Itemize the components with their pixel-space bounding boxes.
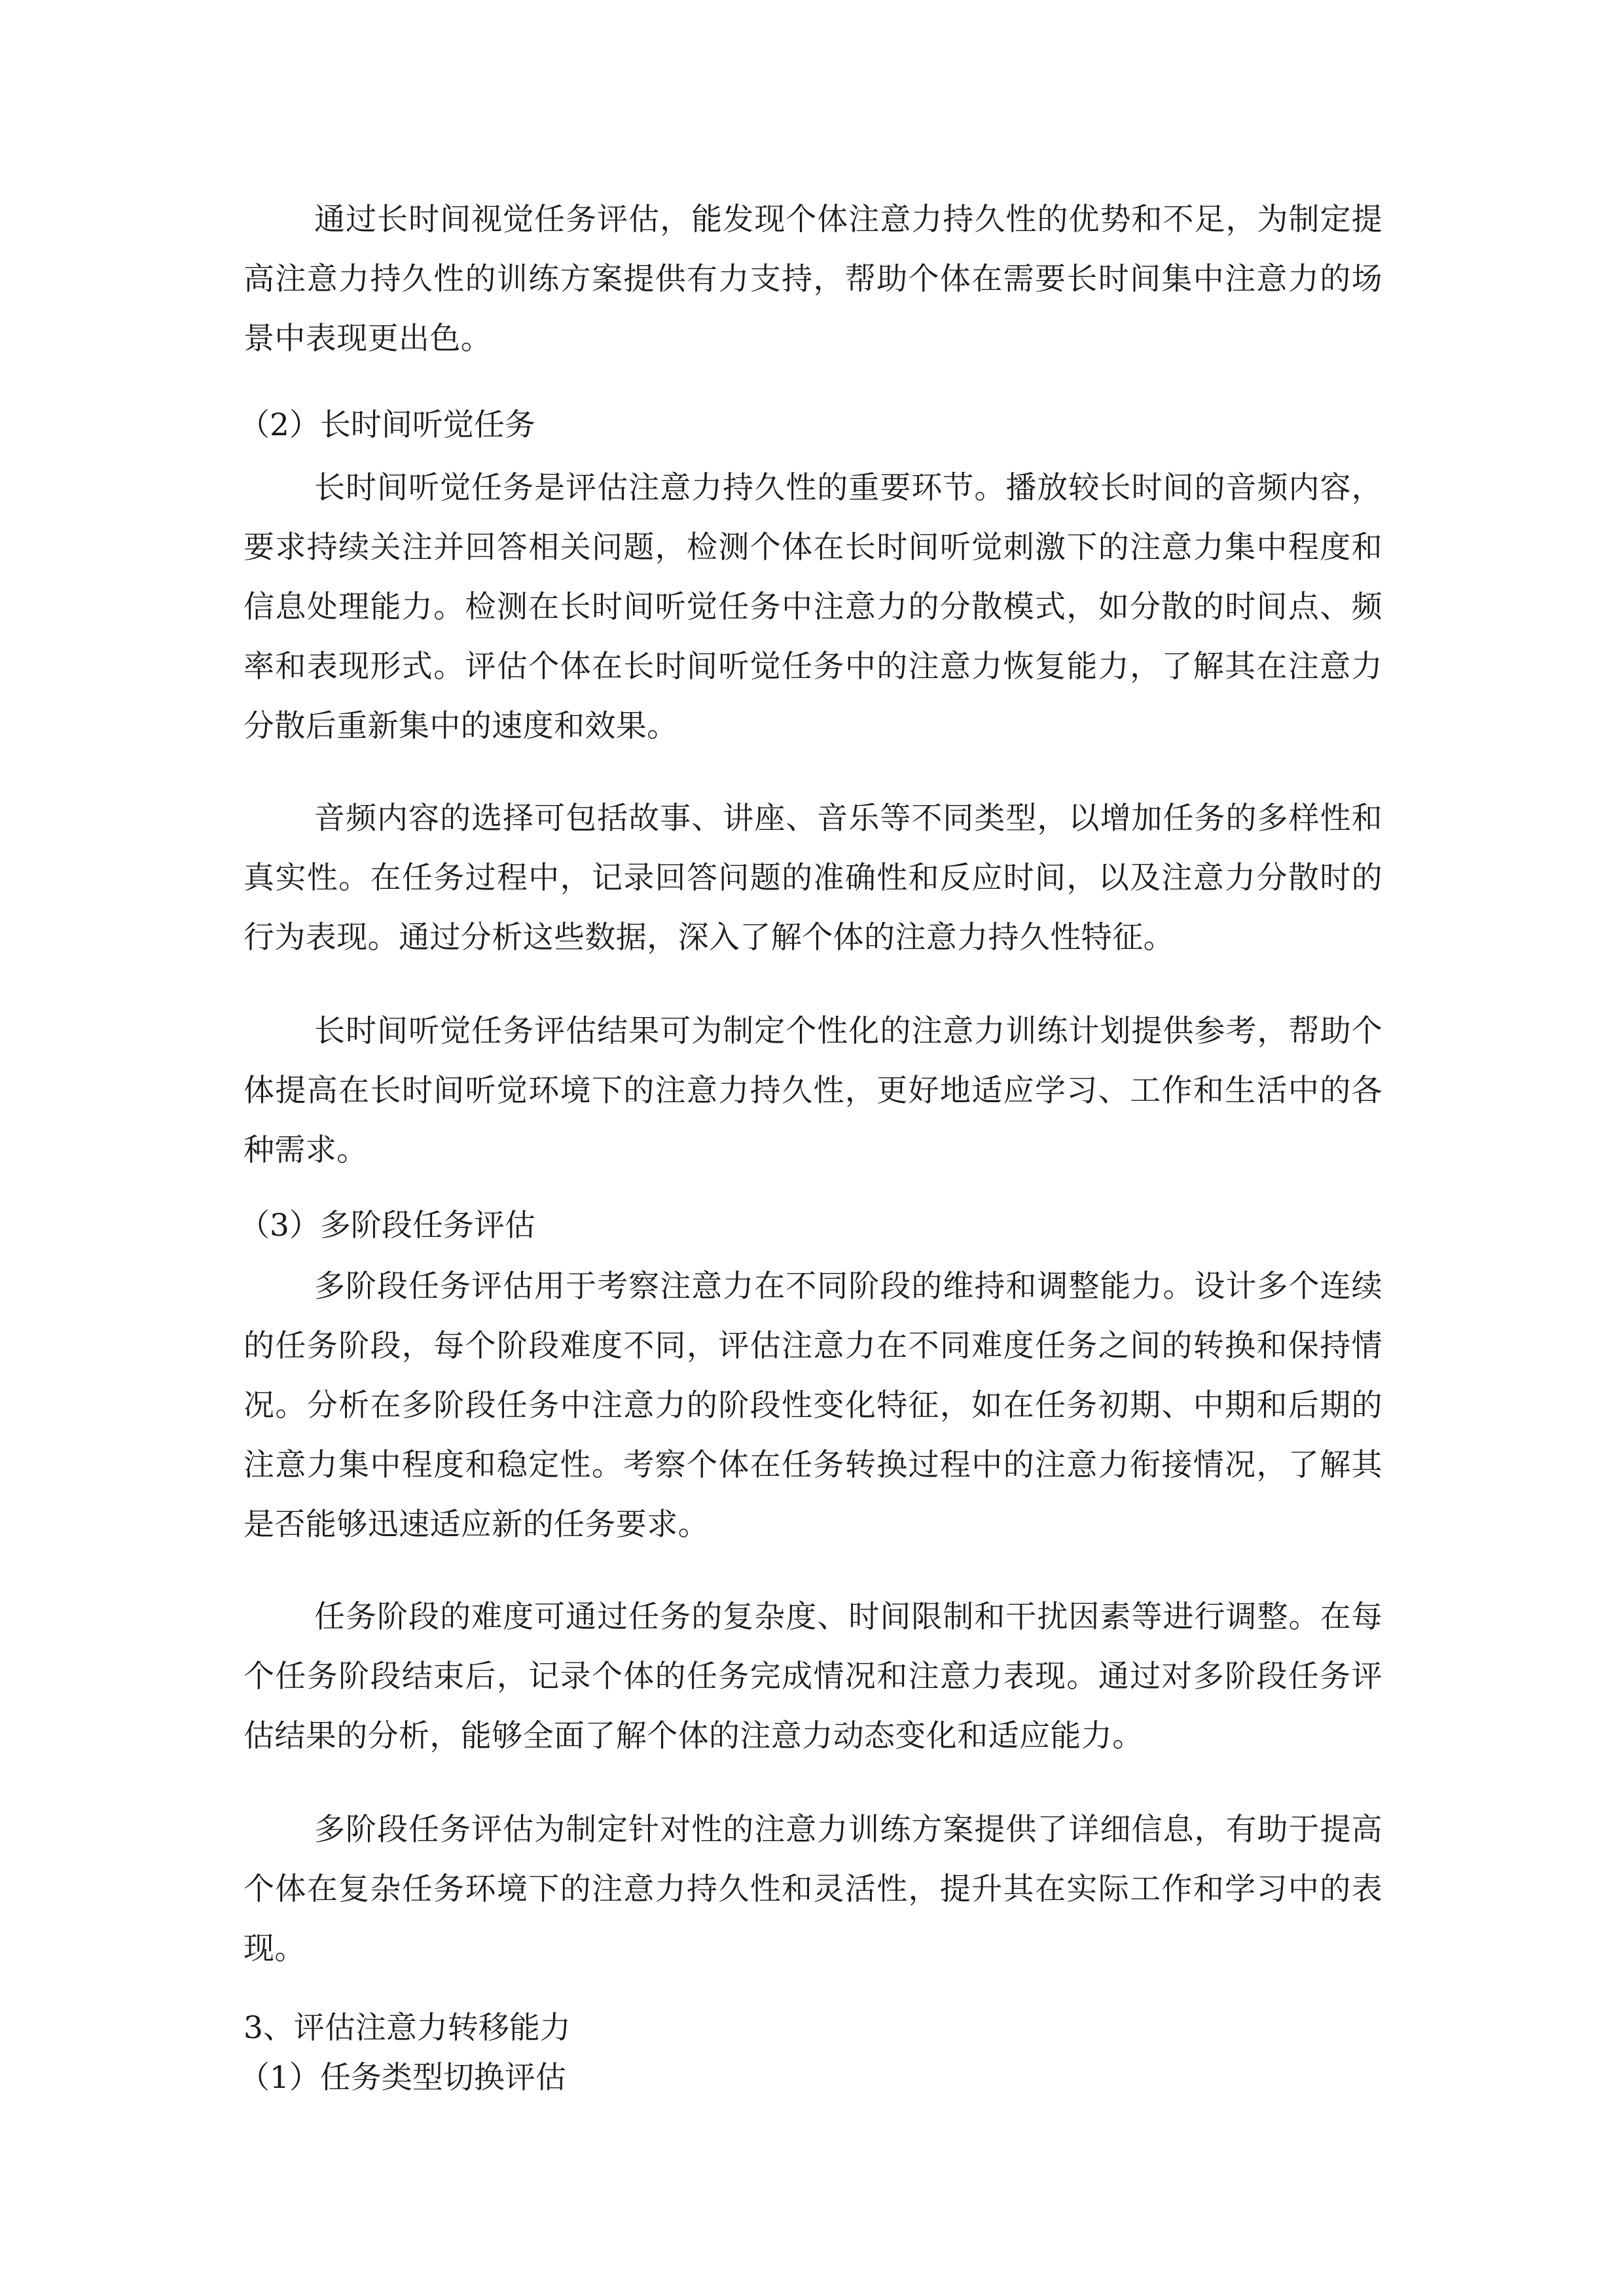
paragraph-stage-difficulty: 任务阶段的难度可通过任务的复杂度、时间限制和干扰因素等进行调整。在每个任务阶段结束后，记录个体的任务完成情况和注意力表现。通过对多阶段任务评估结果的分析，能够全面了解个体的注意力动态变化和适应能力。: [244, 1599, 1382, 1754]
paragraph-auditory-results: 长时间听觉任务评估结果可为制定个性化的注意力训练计划提供参考，帮助个体提高在长时间听觉环境下的注意力持久性，更好地适应学习、工作和生活中的各种需求。: [244, 1013, 1382, 1168]
paragraph-multi-stage-intro: 多阶段任务评估用于考察注意力在不同阶段的维持和调整能力。设计多个连续的任务阶段，每个阶段难度不同，评估注意力在不同难度任务之间的转换和保持情况。分析在多阶段任务中注意力的阶段性变化特征，如在任务初期、中期和后期的注意力集中程度和稳定性。考察个体在任务转换过程中的注意力衔接情况，了解其是否能够迅速适应新的任务要求。: [244, 1268, 1382, 1543]
paragraph-multi-stage-summary: 多阶段任务评估为制定针对性的注意力训练方案提供了详细信息，有助于提高个体在复杂任务环境下的注意力持久性和灵活性，提升其在实际工作和学习中的表现。: [244, 1812, 1382, 1967]
heading-section-3: 3、评估注意力转移能力: [244, 2010, 571, 2046]
heading-multi-stage: （3）多阶段任务评估: [239, 1208, 535, 1244]
paragraph-audio-content: 音频内容的选择可包括故事、讲座、音乐等不同类型，以增加任务的多样性和真实性。在任务过程中，记录回答问题的准确性和反应时间，以及注意力分散时的行为表现。通过分析这些数据，深入了解个体的注意力持久性特征。: [244, 800, 1382, 956]
heading-task-switch: （1）任务类型切换评估: [239, 2060, 566, 2096]
paragraph-auditory-task-intro: 长时间听觉任务是评估注意力持久性的重要环节。播放较长时间的音频内容，要求持续关注并回答相关问题，检测个体在长时间听觉刺激下的注意力集中程度和信息处理能力。检测在长时间听觉任务中注意力的分散模式，如分散的时间点、频率和表现形式。评估个体在长时间听觉任务中的注意力恢复能力，了解其在注意力分散后重新集中的速度和效果。: [244, 470, 1382, 744]
heading-auditory-task: （2）长时间听觉任务: [239, 407, 535, 443]
paragraph-visual-task-summary: 通过长时间视觉任务评估，能发现个体注意力持久性的优势和不足，为制定提高注意力持久性的训练方案提供有力支持，帮助个体在需要长时间集中注意力的场景中表现更出色。: [244, 202, 1382, 357]
